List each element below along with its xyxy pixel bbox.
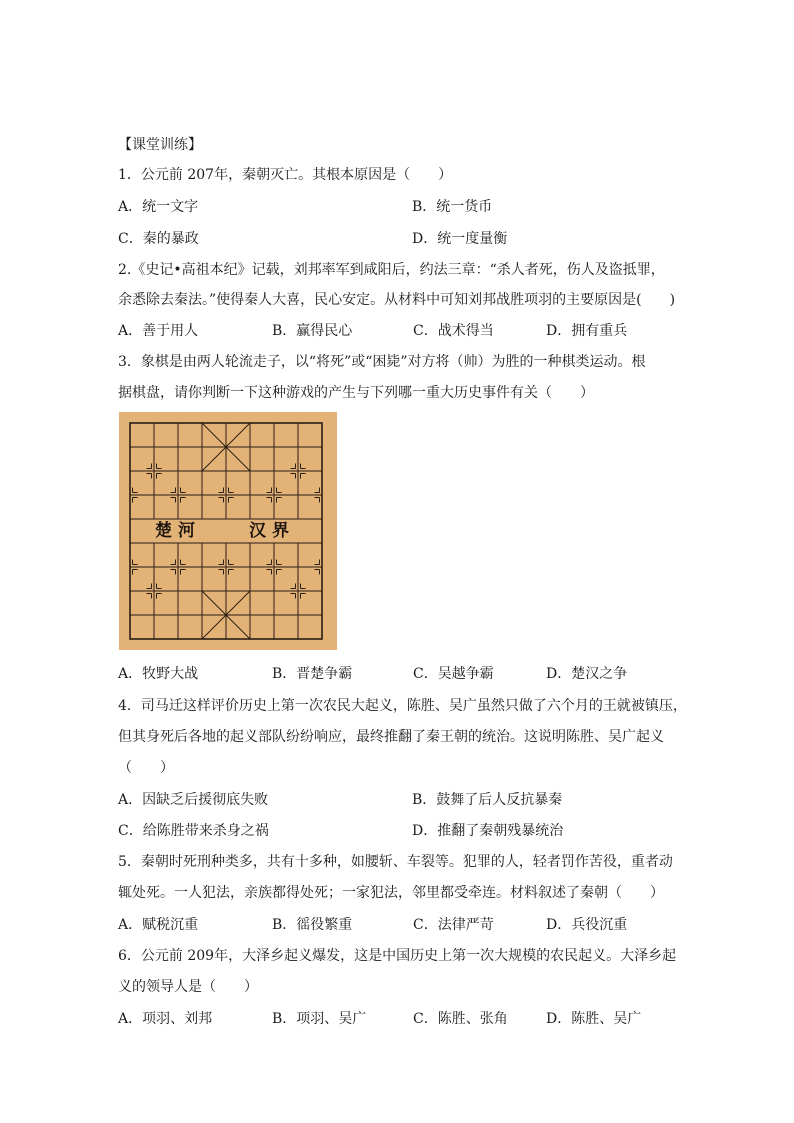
q1-option-d[interactable]: D．统一度量衡 — [412, 231, 508, 247]
q2-stem-line-2: 余悉除去秦法。”使得秦人大喜，民心安定。从材料中可知刘邦战胜项羽的主要原因是( ) — [118, 292, 676, 308]
q3-option-c[interactable]: C．吴越争霸 — [413, 666, 494, 682]
q3-option-b[interactable]: B．晋楚争霸 — [272, 666, 353, 682]
q6-option-a[interactable]: A．项羽、刘邦 — [118, 1011, 213, 1027]
q5-option-c[interactable]: C．法律严苛 — [413, 917, 494, 933]
q3-stem-line-1: 3．象棋是由两人轮流走子，以“将死”或“困毙”对方将（帅）为胜的一种棋类运动。根 — [118, 354, 646, 370]
q1-option-a[interactable]: A．统一文字 — [118, 199, 199, 215]
river-label-chu-he: 楚 河 — [155, 521, 195, 541]
q5-option-b[interactable]: B．徭役繁重 — [272, 917, 353, 933]
q4-option-c[interactable]: C．给陈胜带来杀身之祸 — [118, 823, 269, 839]
q3-stem-line-2: 据棋盘，请你判断一下这种游戏的产生与下列哪一重大历史事件有关（ ） — [118, 385, 594, 401]
q1-option-b[interactable]: B．统一货币 — [412, 199, 493, 215]
q3-option-a[interactable]: A．牧野大战 — [118, 666, 199, 682]
q2-option-a[interactable]: A．善于用人 — [118, 323, 199, 339]
section-title: 【课堂训练】 — [118, 137, 202, 153]
q2-option-b[interactable]: B．赢得民心 — [272, 323, 353, 339]
q6-option-c[interactable]: C．陈胜、张角 — [413, 1011, 508, 1027]
q4-option-a[interactable]: A．因缺乏后援彻底失败 — [118, 792, 269, 808]
q1-option-c[interactable]: C．秦的暴政 — [118, 231, 199, 247]
q3-option-d[interactable]: D．楚汉之争 — [546, 666, 628, 682]
q2-stem-line-1: 2.《史记•高祖本纪》记载，刘邦率军到咸阳后，约法三章：“杀人者死，伤人及盗抵罪， — [118, 262, 665, 278]
q4-option-d[interactable]: D．推翻了秦朝残暴统治 — [412, 823, 564, 839]
river-label-han-jie: 汉 界 — [249, 521, 289, 541]
q4-stem-line-2: 但其身死后各地的起义部队纷纷响应，最终推翻了秦王朝的统治。这说明陈胜、吴广起义 — [118, 729, 664, 745]
q5-option-a[interactable]: A．赋税沉重 — [118, 917, 199, 933]
q6-option-d[interactable]: D．陈胜、吴广 — [546, 1011, 642, 1027]
q2-option-d[interactable]: D．拥有重兵 — [546, 323, 628, 339]
q5-stem-line-2: 辄处死。一人犯法，亲族都得处死；一家犯法，邻里都受牵连。材料叙述了秦朝（ ） — [118, 885, 664, 901]
q4-option-b[interactable]: B．鼓舞了后人反抗暴秦 — [412, 792, 563, 808]
chinese-chess-board — [119, 412, 337, 650]
q6-option-b[interactable]: B．项羽、吴广 — [272, 1011, 367, 1027]
q6-stem-line-1: 6．公元前 209年，大泽乡起义爆发，这是中国历史上第一次大规模的农民起义。大泽乡起 — [118, 948, 677, 964]
q5-stem-line-1: 5．秦朝时死刑种类多，共有十多种，如腰斩、车裂等。犯罪的人，轻者罚作苦役，重者动 — [118, 854, 673, 870]
q5-option-d[interactable]: D．兵役沉重 — [546, 917, 628, 933]
q1-stem: 1．公元前 207年，秦朝灭亡。其根本原因是（ ） — [118, 167, 453, 183]
q4-stem-line-3: （ ） — [118, 760, 174, 776]
q6-stem-line-2: 义的领导人是（ ） — [118, 979, 258, 995]
q4-stem-line-1: 4．司马迁这样评价历史上第一次农民大起义，陈胜、吴广虽然只做了六个月的王就被镇压， — [118, 698, 687, 714]
chess-board-diagram — [119, 412, 337, 650]
q2-option-c[interactable]: C．战术得当 — [413, 323, 494, 339]
